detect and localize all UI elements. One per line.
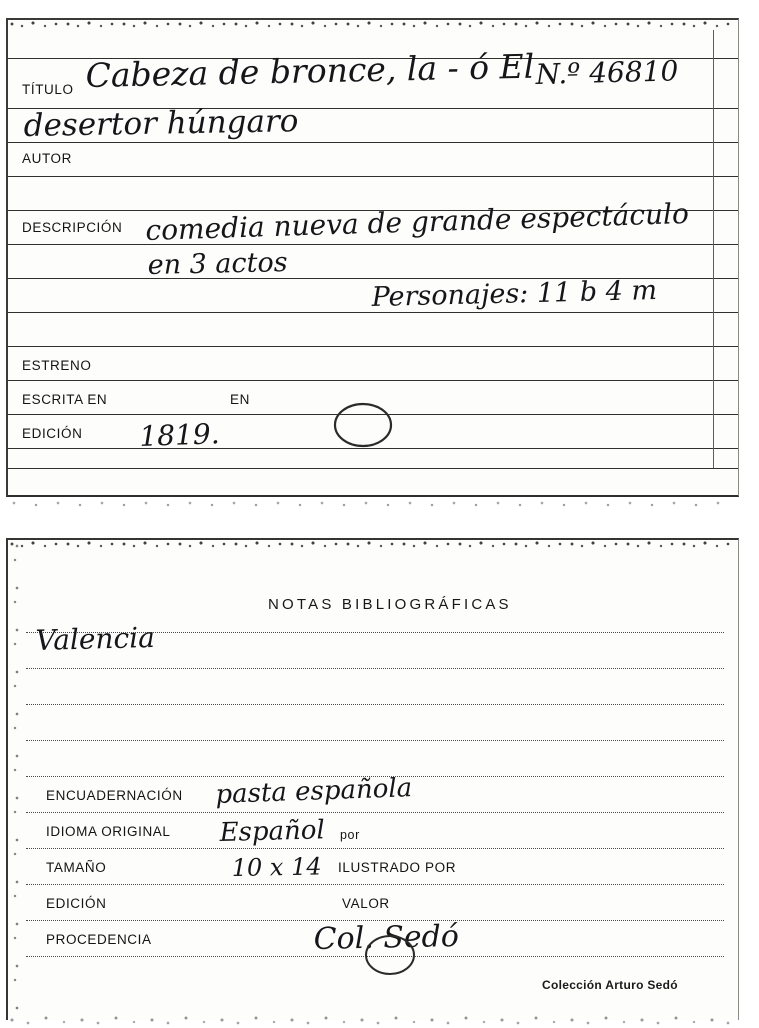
label-en: EN [230, 392, 250, 407]
scan-gap-texture [6, 498, 736, 508]
handwriting-procedencia-value: Col. Sedó [313, 918, 460, 957]
left-edge-texture [12, 540, 22, 1020]
label-descripcion: DESCRIPCIÓN [22, 220, 123, 235]
handwriting-tamano-value: 10 x 14 [231, 852, 322, 882]
collection-credit: Colección Arturo Sedó [542, 978, 678, 992]
catalog-card-top [6, 18, 739, 497]
handwriting-idioma-original-value: Español [219, 815, 326, 848]
rule-line [8, 380, 738, 381]
notas-bibliograficas-title: NOTAS BIBLIOGRÁFICAS [268, 596, 512, 613]
ink-ring-smudge [360, 932, 420, 978]
label-ilustrado-por: ILUSTRADO POR [338, 860, 457, 875]
rule-line [8, 244, 738, 245]
label-procedencia: PROCEDENCIA [46, 932, 152, 947]
label-titulo: TÍTULO [22, 82, 74, 97]
rule-line [8, 468, 738, 469]
handwriting-catalog-number: N.º 46810 [535, 54, 679, 91]
label-valor: VALOR [342, 896, 390, 911]
rule-line [26, 812, 724, 813]
rule-line [26, 848, 724, 849]
label-encuadernacion: ENCUADERNACIÓN [46, 788, 183, 803]
ink-ring-smudge [328, 400, 398, 450]
label-edicion: EDICIÓN [22, 426, 83, 441]
handwriting-descripcion-line2: en 3 actos [147, 247, 288, 281]
handwriting-titulo-line2: desertor húngaro [23, 103, 299, 144]
scan-bottom-texture [6, 1012, 736, 1028]
label-edicion: EDICIÓN [46, 896, 107, 911]
handwriting-personajes: Personajes: 11 b 4 m [371, 275, 658, 313]
handwriting-encuadernacion-value: pasta española [214, 773, 413, 810]
rule-line [26, 740, 724, 741]
label-tamano: TAMAÑO [46, 860, 107, 875]
rule-line [26, 704, 724, 705]
label-escrita-en: ESCRITA EN [22, 392, 108, 407]
label-estreno: ESTRENO [22, 358, 92, 373]
rule-line [26, 668, 724, 669]
label-por: por [340, 828, 360, 842]
card-top-edge-texture [8, 20, 738, 29]
handwriting-titulo-line1: Cabeza de bronce, la - ó El [85, 46, 535, 95]
catalog-card-bottom [6, 538, 739, 1020]
rule-line [26, 884, 724, 885]
rule-line [8, 346, 738, 347]
label-autor: AUTOR [22, 151, 73, 166]
handwriting-notas-value: Valencia [35, 620, 156, 657]
right-margin-line [713, 30, 714, 468]
label-idioma-original: IDIOMA ORIGINAL [46, 824, 171, 839]
card-bottom-edge-texture [8, 540, 738, 549]
handwriting-descripcion-line1: comedia nueva de grande espectáculo [144, 196, 690, 247]
rule-line [8, 176, 738, 177]
handwriting-edicion-value: 1819. [138, 417, 221, 453]
